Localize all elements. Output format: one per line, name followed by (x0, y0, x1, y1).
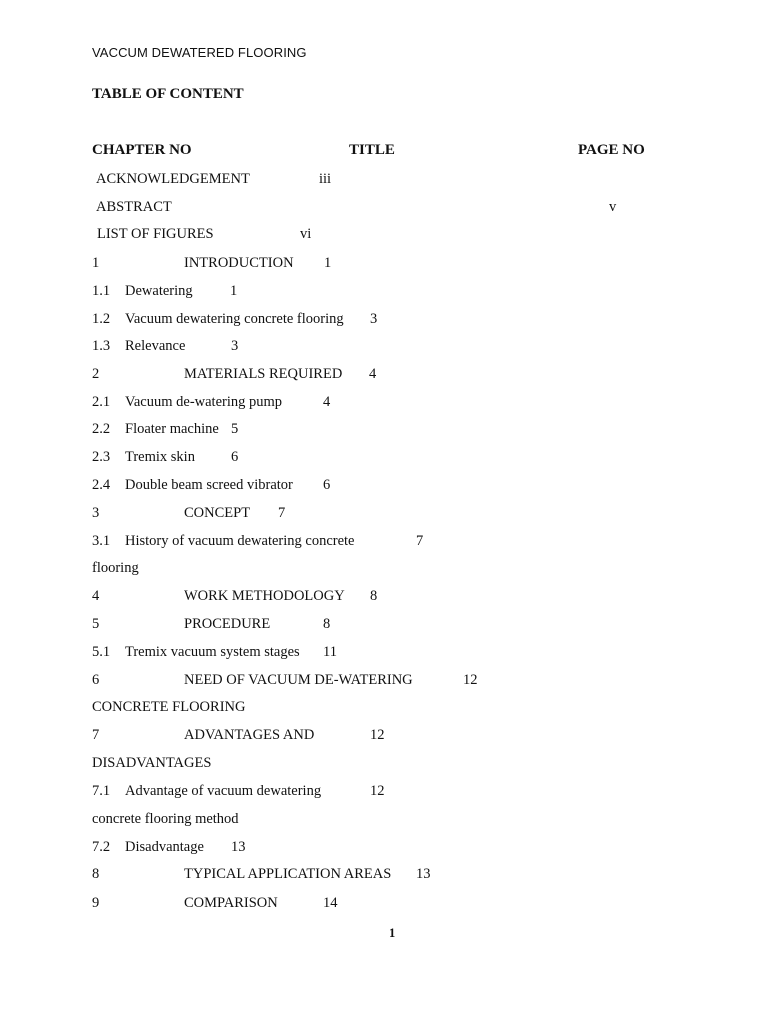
toc-entry-title: ADVANTAGES AND (184, 727, 315, 743)
toc-entry-continuation: concrete flooring method (92, 811, 239, 827)
toc-entry-page: 4 (323, 394, 331, 410)
toc-entry-page: 4 (369, 366, 377, 382)
toc-entry-page: 3 (370, 311, 378, 327)
column-header-page-no: PAGE NO (578, 142, 645, 158)
toc-entry-title: Advantage of vacuum dewatering (125, 783, 322, 799)
toc-entry-number: 2.4 (92, 477, 111, 493)
toc-entry-page: 1 (230, 283, 238, 299)
toc-entry-title: LIST OF FIGURES (97, 226, 214, 242)
toc-entry-page: 1 (324, 255, 332, 271)
column-header-title: TITLE (349, 142, 395, 158)
toc-entry-number: 1.2 (92, 311, 111, 327)
toc-entry-continuation: DISADVANTAGES (92, 755, 212, 771)
toc-entry-page: 11 (323, 644, 337, 660)
toc-entry-title: WORK METHODOLOGY (184, 588, 345, 604)
running-header: VACCUM DEWATERED FLOORING (92, 45, 307, 60)
toc-entry-title: INTRODUCTION (184, 255, 294, 271)
toc-entry-page: 8 (370, 588, 378, 604)
toc-entry-page: 12 (370, 783, 385, 799)
toc-entry-number: 1 (92, 255, 100, 271)
toc-entry-page: 13 (416, 866, 431, 882)
toc-entry-number: 3.1 (92, 533, 111, 549)
toc-entry-page: 6 (231, 449, 239, 465)
toc-entry-page: 12 (463, 672, 478, 688)
toc-entry-number: 2 (92, 366, 100, 382)
toc-entry-title: Disadvantage (125, 839, 204, 855)
toc-entry-number: 5 (92, 616, 100, 632)
toc-entry-continuation: flooring (92, 560, 139, 576)
toc-entry-number: 9 (92, 895, 100, 911)
toc-entry-title: ABSTRACT (96, 199, 172, 215)
toc-heading: TABLE OF CONTENT (92, 86, 244, 102)
toc-entry-title: Vacuum de-watering pump (125, 394, 283, 410)
toc-entry-page: 7 (416, 533, 424, 549)
toc-entry-number: 3 (92, 505, 100, 521)
toc-entry-number: 2.1 (92, 394, 111, 410)
toc-entry-title: CONCEPT (184, 505, 251, 521)
column-header-chapter-no: CHAPTER NO (92, 142, 192, 158)
toc-entry-title: NEED OF VACUUM DE-WATERING (184, 672, 413, 688)
toc-entry-number: 1.3 (92, 338, 111, 354)
page-number: 1 (389, 926, 396, 940)
toc-entry-page: 14 (323, 895, 338, 911)
toc-entry-title: ACKNOWLEDGEMENT (96, 171, 250, 187)
toc-entry-title: Relevance (125, 338, 186, 354)
toc-entry-page: v (609, 199, 617, 215)
toc-entry-page: 3 (231, 338, 239, 354)
toc-entry-page: 6 (323, 477, 331, 493)
toc-entry-title: Double beam screed vibrator (125, 477, 293, 493)
toc-entry-title: TYPICAL APPLICATION AREAS (184, 866, 392, 882)
toc-entry-title: COMPARISON (184, 895, 278, 911)
toc-entry-title: Dewatering (125, 283, 193, 299)
toc-entry-title: MATERIALS REQUIRED (184, 366, 343, 382)
toc-entry-title: Tremix skin (125, 449, 195, 465)
toc-entry-title: Floater machine (125, 421, 219, 437)
toc-entry-page: 12 (370, 727, 385, 743)
toc-entry-number: 1.1 (92, 283, 111, 299)
toc-entry-number: 4 (92, 588, 100, 604)
toc-entry-number: 8 (92, 866, 100, 882)
toc-entry-number: 7 (92, 727, 100, 743)
toc-entry-number: 6 (92, 672, 100, 688)
toc-entry-number: 2.3 (92, 449, 111, 465)
toc-entry-title: PROCEDURE (184, 616, 271, 632)
toc-entry-page: vi (300, 226, 312, 242)
toc-entry-page: 13 (231, 839, 246, 855)
toc-entry-number: 2.2 (92, 421, 111, 437)
toc-entry-page: 7 (278, 505, 286, 521)
toc-entry-title: Tremix vacuum system stages (125, 644, 300, 660)
toc-entry-number: 5.1 (92, 644, 111, 660)
toc-entry-number: 7.2 (92, 839, 111, 855)
toc-entry-page: iii (319, 171, 332, 187)
toc-entry-title: History of vacuum dewatering concrete (125, 533, 355, 549)
toc-entry-number: 7.1 (92, 783, 111, 799)
toc-entry-page: 8 (323, 616, 331, 632)
toc-entry-title: Vacuum dewatering concrete flooring (125, 311, 344, 327)
toc-entry-page: 5 (231, 421, 239, 437)
toc-entry-continuation: CONCRETE FLOORING (92, 699, 246, 715)
